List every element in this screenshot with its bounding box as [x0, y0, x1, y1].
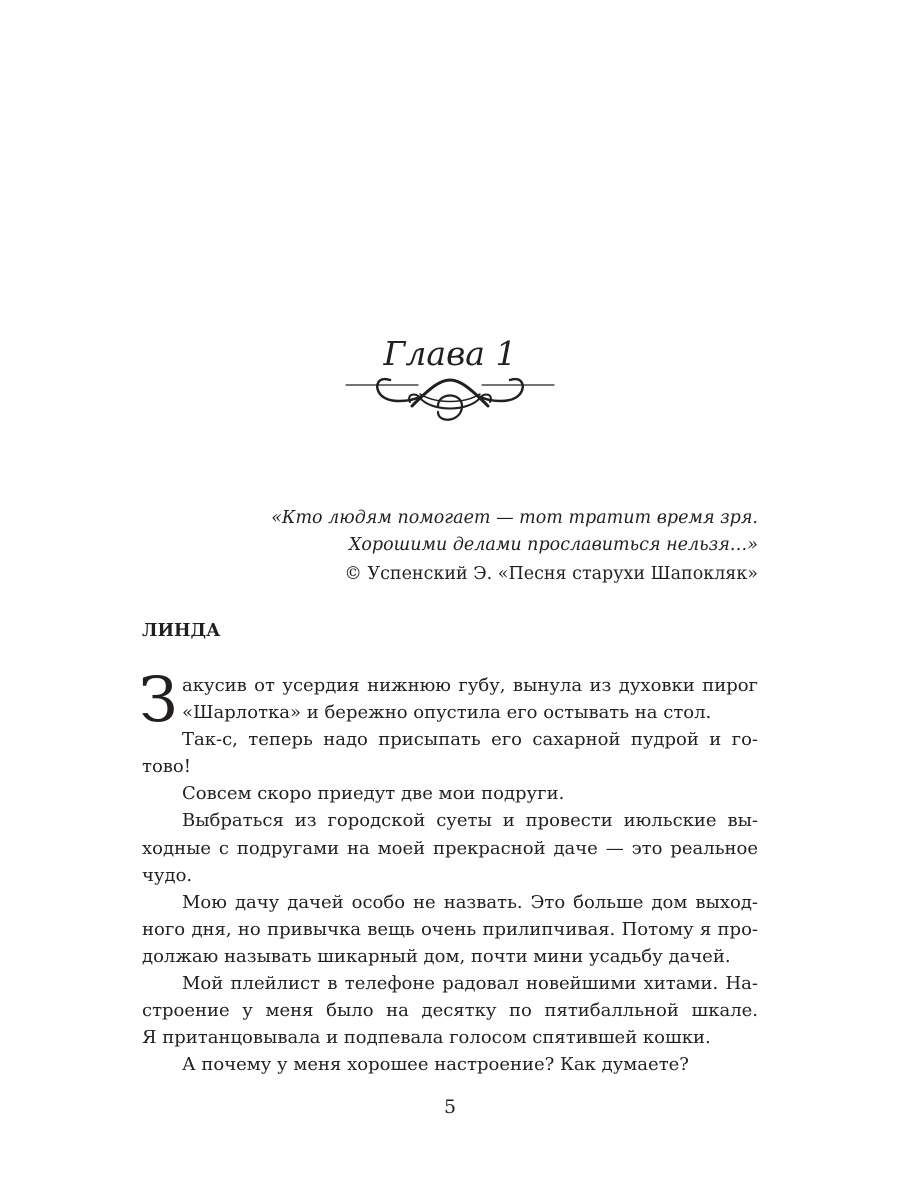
- text-line: акусив от усердия нижнюю губу, вынула из духовки пирог: [182, 675, 758, 696]
- text-line: ходные с подругами на моей прекрасной даче — это реальное: [142, 837, 758, 859]
- text-line: Выбраться из городской суеты и провести июльские вы-: [182, 810, 758, 832]
- text-line: Мою дачу дачей особо не назвать. Это больше дом выход-: [182, 891, 758, 913]
- section-heading: ЛИНДА: [142, 621, 221, 641]
- text-line: А почему у меня хорошее настроение? Как думаете?: [182, 1054, 689, 1076]
- epigraph-line: «Кто людям помогает — тот тратит время зря.: [271, 508, 758, 528]
- chapter-title: Глава 1: [383, 334, 517, 373]
- text-line: Мой плейлист в телефоне радовал новейшими хитами. На-: [182, 973, 758, 995]
- text-line: «Шарлотка» и бережно опустила его остывать на стол.: [182, 702, 712, 724]
- text-line: ного дня, но привычка вещь очень прилипчивая. Потому я про-: [142, 918, 758, 940]
- text-line: Я пританцовывала и подпевала голосом спятившей кошки.: [142, 1027, 711, 1049]
- text-line: строение у меня было на десятку по пятибалльной шкале.: [142, 1000, 758, 1022]
- epigraph-line: Хорошими делами прославиться нельзя…»: [348, 535, 758, 555]
- body-text: [139, 663, 758, 1078]
- page-number: 5: [443, 1096, 457, 1118]
- epigraph-attribution: © Успенский Э. «Песня старухи Шапокляк»: [344, 564, 758, 584]
- flourish-ornament-icon: [340, 372, 560, 434]
- text-line: должаю называть шикарный дом, почти мини усадьбу дачей.: [142, 945, 731, 967]
- text-line: чудо.: [142, 864, 193, 886]
- text-line: Так-с, теперь надо присыпать его сахарной пудрой и го-: [182, 729, 758, 751]
- text-line: тово!: [142, 756, 191, 778]
- drop-cap: З: [139, 663, 178, 736]
- text-line: Совсем скоро приедут две мои подруги.: [182, 783, 565, 805]
